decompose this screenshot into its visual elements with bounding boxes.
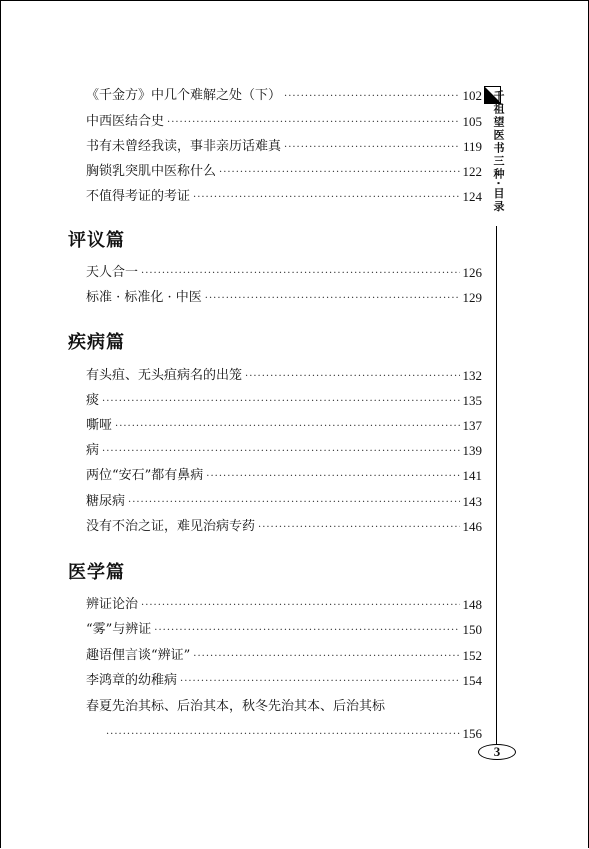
toc-entry-title: “雾”与辨证 xyxy=(86,622,152,637)
toc-entry-page: 143 xyxy=(462,494,482,509)
dot-leader xyxy=(245,366,459,386)
toc-entry[interactable] xyxy=(86,697,482,717)
toc-entry[interactable] xyxy=(86,112,482,132)
toc-entry-title: 糖尿病 xyxy=(86,494,126,509)
page-number: 3 xyxy=(478,744,516,760)
toc-entry[interactable] xyxy=(86,366,482,386)
toc-entry[interactable] xyxy=(86,391,482,411)
toc-entry-page: 129 xyxy=(462,290,482,305)
toc-entry-page: 141 xyxy=(462,468,482,483)
toc-entry-title: 胸锁乳突肌中医称什么 xyxy=(86,164,217,179)
toc-entry-title: 李鸿章的幼稚病 xyxy=(86,673,178,688)
toc-entry-title: 中西医结合史 xyxy=(86,114,165,129)
toc-entry-title: 没有不治之证，难见治病专药 xyxy=(86,519,256,534)
toc-entry[interactable] xyxy=(86,441,482,461)
toc-entry-page: 102 xyxy=(462,88,482,103)
toc-entry-page: 119 xyxy=(462,139,482,154)
dot-leader xyxy=(128,492,459,512)
toc-entry[interactable] xyxy=(86,162,482,182)
toc-entry-page: 148 xyxy=(462,597,482,612)
dot-leader xyxy=(284,86,459,106)
toc-entry-title: 书有未曾经我读，事非亲历话难真 xyxy=(86,139,282,154)
toc-entry-page: 150 xyxy=(462,622,482,637)
toc-entry[interactable] xyxy=(86,288,482,308)
toc-entry-page: 105 xyxy=(462,114,482,129)
toc-entry-title: 趣语俚言谈“辨证” xyxy=(86,648,191,663)
toc-entry[interactable] xyxy=(86,187,482,207)
toc-entry-page: 139 xyxy=(462,443,482,458)
section-heading: 疾病篇 xyxy=(68,332,125,353)
toc-entry-title: 辨证论治 xyxy=(86,597,139,612)
toc-entry[interactable] xyxy=(86,595,482,615)
dot-leader xyxy=(167,112,459,132)
toc-entry-title: 《千金方》中几个难解之处（下） xyxy=(86,88,282,103)
dot-leader xyxy=(284,137,460,157)
dot-leader xyxy=(206,466,459,486)
side-rule xyxy=(496,226,497,744)
toc-entry-page: 137 xyxy=(462,418,482,433)
toc-entry-continuation[interactable] xyxy=(106,724,482,744)
dot-leader xyxy=(102,441,459,461)
dot-leader xyxy=(102,391,459,411)
toc-entry[interactable] xyxy=(86,416,482,436)
dot-leader xyxy=(154,620,459,640)
toc-entry-page: 132 xyxy=(462,368,482,383)
running-head: 千祖望医书三种·目录 xyxy=(492,90,505,214)
toc-entry-title: 痰 xyxy=(86,393,100,408)
section-heading: 评议篇 xyxy=(68,230,125,251)
toc-entry-title: 嘶哑 xyxy=(86,418,113,433)
toc-entry-title: 有头疽、无头疽病名的出笼 xyxy=(86,368,243,383)
toc-entry-title: 两位“安石”都有鼻病 xyxy=(86,468,204,483)
toc-entry[interactable] xyxy=(86,620,482,640)
toc-entry-title: 不值得考证的考证 xyxy=(86,189,191,204)
toc-entry[interactable] xyxy=(86,517,482,537)
toc-entry[interactable] xyxy=(86,646,482,666)
dot-leader xyxy=(193,187,459,207)
toc-entry-page: 135 xyxy=(462,393,482,408)
toc-entry-page: 156 xyxy=(462,726,482,741)
toc-entry-title: 病 xyxy=(86,443,100,458)
dot-leader xyxy=(205,288,460,308)
dot-leader xyxy=(141,263,459,283)
section-heading: 医学篇 xyxy=(68,562,125,583)
toc-entry[interactable] xyxy=(86,137,482,157)
toc-entry[interactable] xyxy=(86,671,482,691)
toc-entry-title: 天人合一 xyxy=(86,265,139,280)
toc-entry-page: 124 xyxy=(462,189,482,204)
toc-entry-title: 春夏先治其标、后治其本，秋冬先治其本、后治其标 xyxy=(86,699,386,714)
dot-leader xyxy=(180,671,459,691)
toc-entry[interactable] xyxy=(86,263,482,283)
toc-entry[interactable] xyxy=(86,466,482,486)
toc-entry-page: 122 xyxy=(462,164,482,179)
toc-entry-page: 154 xyxy=(462,673,482,688)
dot-leader xyxy=(141,595,459,615)
dot-leader xyxy=(106,724,460,744)
dot-leader xyxy=(258,517,459,537)
toc-entry-page: 126 xyxy=(462,265,482,280)
toc-entry[interactable] xyxy=(86,86,482,106)
toc-entry[interactable] xyxy=(86,492,482,512)
toc-entry-title: 标准 · 标准化 · 中医 xyxy=(86,290,202,305)
dot-leader xyxy=(219,162,459,182)
toc-entry-page: 146 xyxy=(462,519,482,534)
dot-leader xyxy=(193,646,459,666)
toc-entry-page: 152 xyxy=(462,648,482,663)
dot-leader xyxy=(115,416,459,436)
